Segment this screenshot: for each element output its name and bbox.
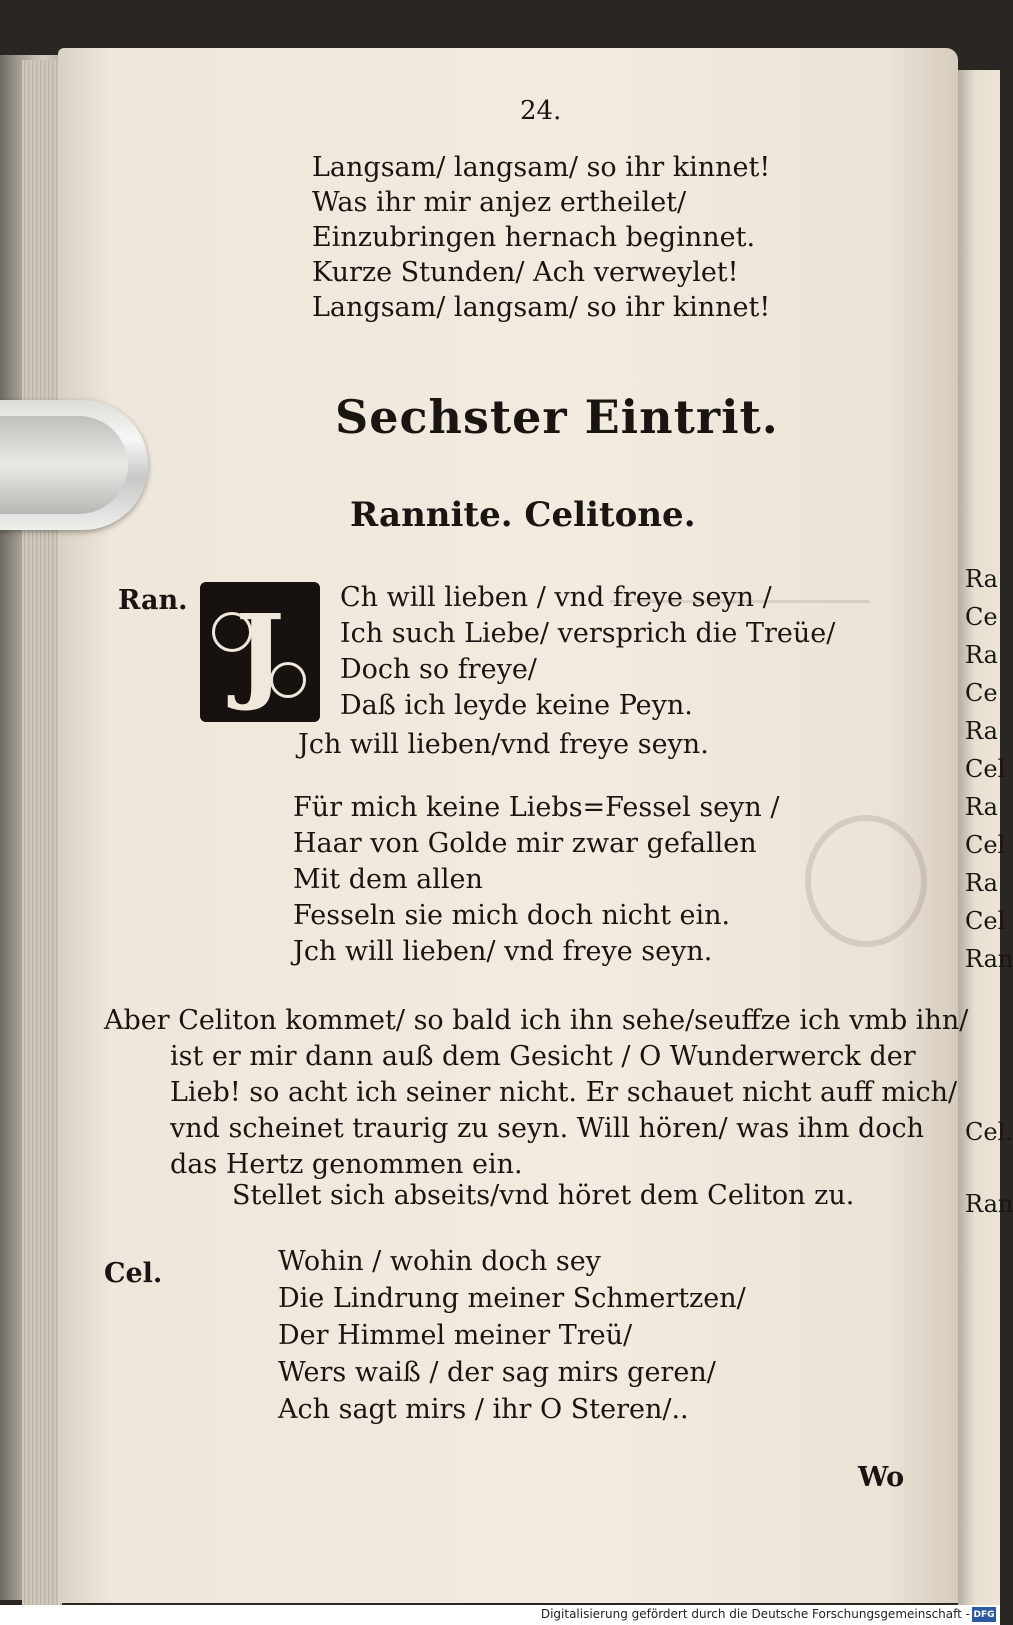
- bookmark-clip-inner: [0, 416, 128, 514]
- poem-stanza-3: [293, 790, 779, 970]
- poem-stanza-2: [340, 580, 835, 724]
- prose-line: vnd scheinet traurig zu seyn. Will hören/ was ihm doch: [170, 1113, 925, 1144]
- scene-heading: Sechster Eintrit.: [335, 390, 779, 444]
- footer-credit: Digitalisierung gefördert durch die Deutsche Forschungsgemeinschaft -: [540, 1607, 970, 1621]
- prose-line: das Hertz genommen ein.: [170, 1149, 523, 1180]
- page-stack-edges: [22, 60, 62, 1605]
- initial-letter: J: [235, 590, 285, 714]
- poem-line: Der Himmel meiner Treü/: [278, 1320, 633, 1351]
- facing-page-speaker: Cel.: [965, 1118, 1013, 1146]
- poem-line: Wohin / wohin doch sey: [278, 1246, 601, 1277]
- facing-page-speaker: Ran: [965, 945, 1013, 973]
- poem-line: Was ihr mir anjez ertheilet/: [312, 187, 687, 218]
- poem-line: Daß ich leyde keine Peyn.: [340, 690, 693, 721]
- prose-paragraph: [170, 1039, 957, 1183]
- poem-line: Haar von Golde mir zwar gefallen: [293, 828, 757, 859]
- poem-line: Doch so freye/: [340, 654, 537, 685]
- dfg-logo: DFG: [972, 1607, 996, 1622]
- facing-page-speaker: Cel: [965, 907, 1006, 935]
- page-number: 24.: [520, 96, 562, 126]
- poem-line: Ach sagt mirs / ihr O Steren/..: [278, 1394, 689, 1425]
- poem-line: Langsam/ langsam/ so ihr kinnet!: [312, 292, 771, 323]
- characters-heading: Rannite. Celitone.: [350, 495, 696, 535]
- poem-line: Mit dem allen: [293, 864, 483, 895]
- poem-line: Für mich keine Liebs=Fessel seyn /: [293, 792, 780, 823]
- poem-line: Einzubringen hernach beginnet.: [312, 222, 756, 253]
- facing-page-speaker: Ce: [965, 679, 998, 707]
- poem-line: Ich such Liebe/ versprich die Treüe/: [340, 618, 836, 649]
- poem-line: Kurze Stunden/ Ach verweylet!: [312, 257, 739, 288]
- speaker-label: Cel.: [104, 1258, 163, 1289]
- poem-line: Langsam/ langsam/ so ihr kinnet!: [312, 152, 771, 183]
- poem-line: Die Lindrung meiner Schmertzen/: [278, 1283, 746, 1314]
- poem-line: Fesseln sie mich doch nicht ein.: [293, 900, 731, 931]
- prose-line: ist er mir dann auß dem Gesicht / O Wunderwerck der: [170, 1041, 916, 1072]
- facing-page-speaker: Ra: [965, 869, 998, 897]
- bookmark-clip: [0, 400, 148, 530]
- speaker-label: Ran.: [118, 585, 188, 616]
- prose-line: Lieb! so acht ich seiner nicht. Er schauet nicht auff mich/: [170, 1077, 958, 1108]
- poem-refrain: Jch will lieben/vnd freye seyn.: [298, 729, 709, 760]
- catchword: Wo: [858, 1462, 905, 1493]
- poem-line: Jch will lieben/ vnd freye seyn.: [293, 936, 713, 967]
- poem-line: Wers waiß / der sag mirs geren/: [278, 1357, 716, 1388]
- facing-page-speaker: Ra: [965, 717, 998, 745]
- poem-stanza-1: [312, 150, 770, 325]
- facing-page-speaker: Cel: [965, 831, 1006, 859]
- facing-page-speaker: Ran: [965, 1190, 1013, 1218]
- decorated-initial: [200, 582, 320, 722]
- stage-direction: Stellet sich abseits/vnd höret dem Celiton zu.: [232, 1180, 855, 1211]
- facing-page-speaker: Ra: [965, 641, 998, 669]
- poem-stanza-4: [278, 1243, 746, 1428]
- prose-first-line: Aber Celiton kommet/ so bald ich ihn sehe/seuffze ich vmb ihn/: [104, 1005, 969, 1036]
- facing-page-speaker: Ra: [965, 565, 998, 593]
- poem-line: Ch will lieben / vnd freye seyn /: [340, 582, 772, 613]
- bleed-through-ornament: [805, 815, 927, 947]
- facing-page-speaker: Ce: [965, 603, 998, 631]
- facing-page-speaker: Ra: [965, 793, 998, 821]
- digitization-footer: [0, 1605, 1000, 1625]
- facing-page-speaker: Cel: [965, 755, 1006, 783]
